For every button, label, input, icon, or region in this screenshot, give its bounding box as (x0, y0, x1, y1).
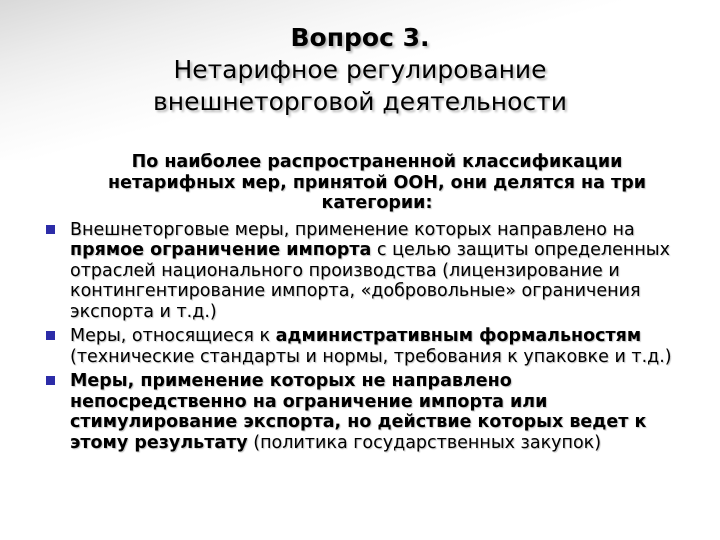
intro-paragraph (68, 152, 686, 214)
bullet-square-icon (46, 331, 55, 340)
bullet-2-text-start: Меры, относящиеся к (70, 326, 276, 346)
title-topic-line1: Нетарифное регулирование (173, 55, 547, 84)
bullet-3-bold: Меры, применение которых не направлено непосредственно на ограничение импорта или стимулирование экспорта, но действие которых ведет к этому результату (70, 371, 647, 453)
bullet-item-2 (46, 326, 686, 367)
title-question: Вопрос 3. (290, 23, 430, 52)
bullet-1-bold: прямое ограничение импорта (70, 240, 372, 260)
bullet-square-icon (46, 376, 55, 385)
slide-title (0, 22, 720, 118)
intro-bold-text: По наиболее распространенной классификации нетарифных мер, принятой ООН, они делятся на три категории (108, 152, 646, 213)
slide-body (46, 152, 686, 457)
bullet-2-bold: административным формальностям (275, 326, 642, 346)
bullet-item-1 (46, 220, 686, 323)
intro-colon: : (425, 193, 433, 213)
bullet-1-text-end: с целью защиты определенных отраслей национального производства (лицензирование и контингентирование импорта, «добровольные» ограничения экспорта и т.д.) (70, 240, 670, 322)
bullet-2-text-end: (технические стандарты и нормы, требования к упаковке и т.д.) (70, 346, 672, 367)
bullet-square-icon (46, 225, 55, 234)
title-topic-line2: внешнеторговой деятельности (152, 87, 567, 116)
bullet-1-text-start: Внешнеторговые меры, применение которых направлено на (70, 219, 635, 240)
bullet-item-3 (46, 371, 686, 453)
bullet-3-text-end: (политика государственных закупок) (247, 432, 602, 453)
